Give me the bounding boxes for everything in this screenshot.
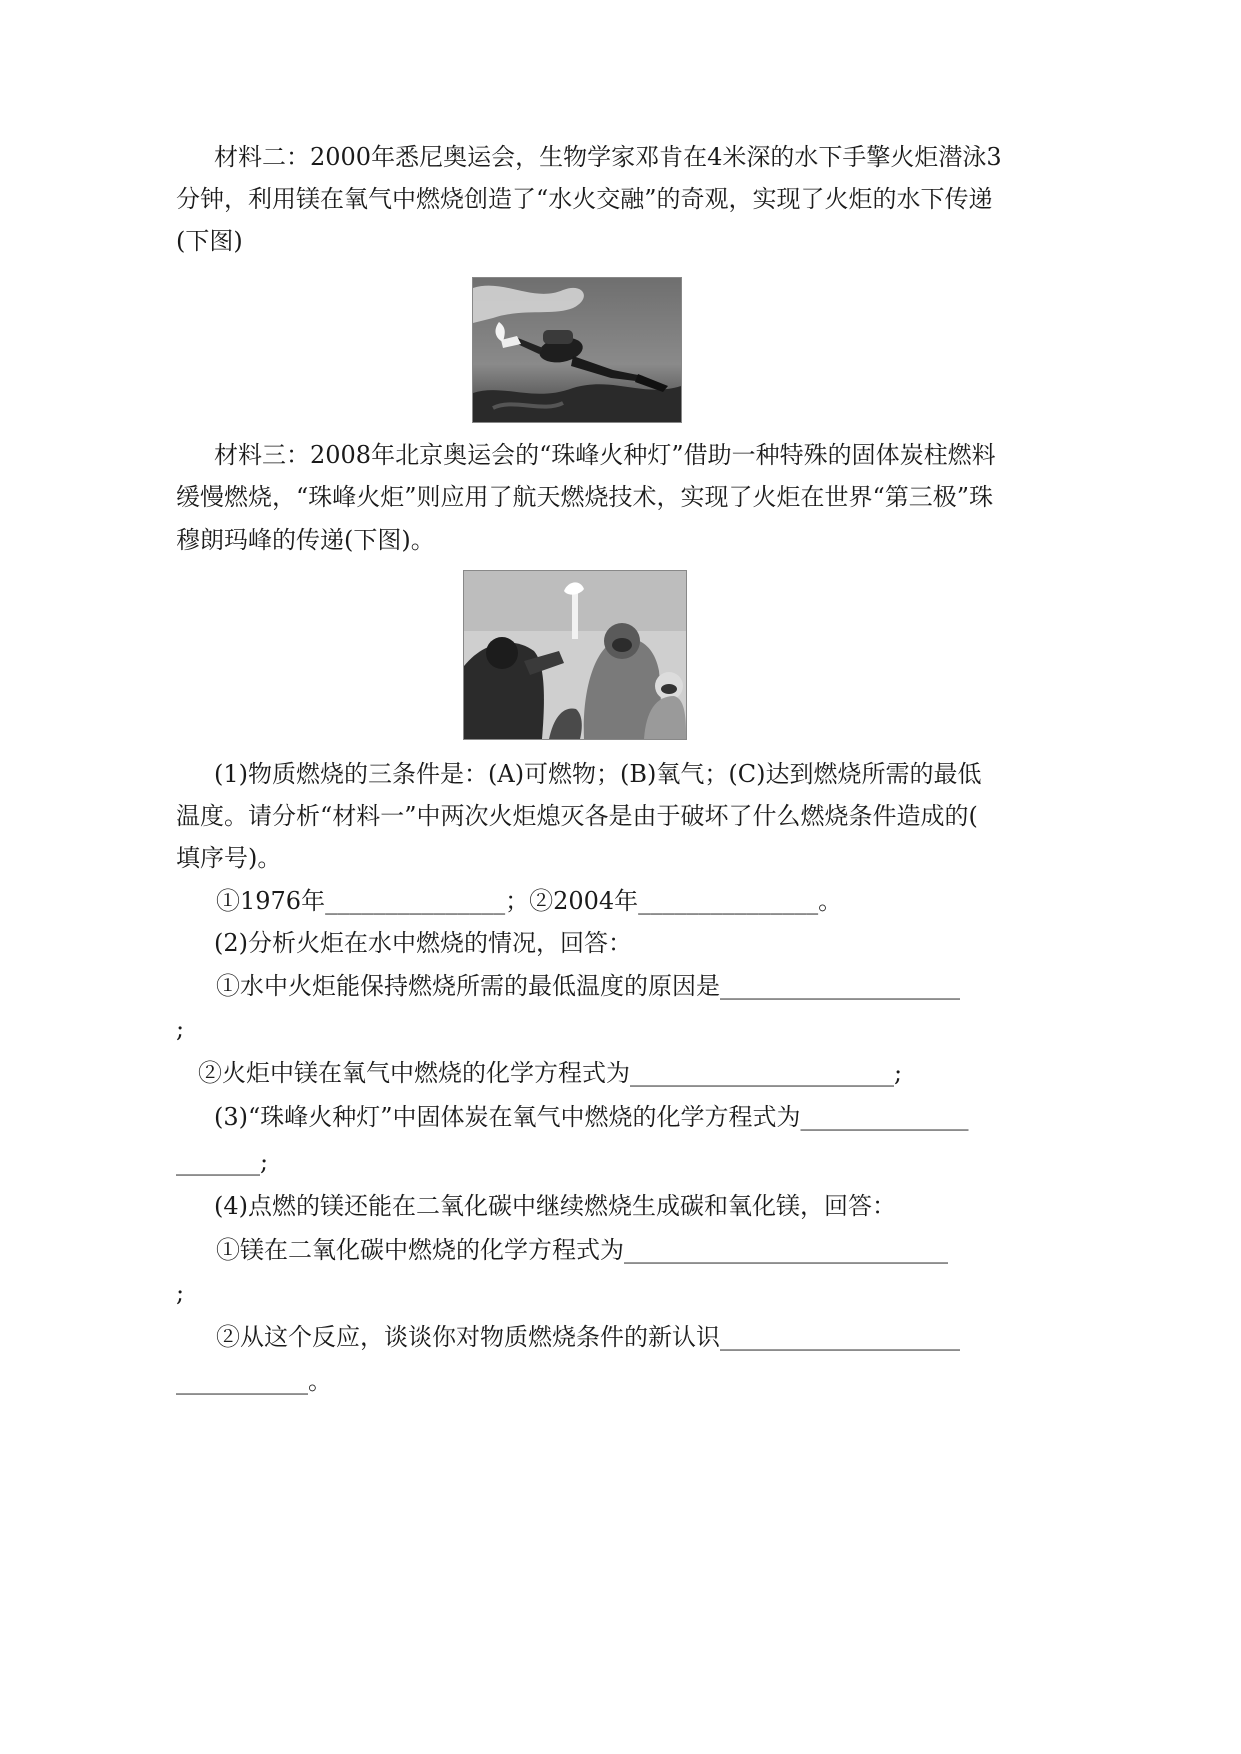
q3-line1[interactable]: (3)“珠峰火种灯”中固体炭在氧气中燃烧的化学方程式为______________ [214, 1103, 969, 1131]
q4-b-end[interactable]: ___________。 [176, 1367, 332, 1395]
q4-intro: (4)点燃的镁还能在二氧化碳中继续燃烧生成碳和氧化镁，回答： [214, 1192, 896, 1220]
material3-line3: 穆朗玛峰的传递(下图)。 [176, 526, 435, 554]
q1-line3: 填序号)。 [176, 844, 282, 872]
q2-b[interactable]: ②火炬中镁在氧气中燃烧的化学方程式为______________________; [198, 1059, 903, 1087]
material3-line2: 缓慢燃烧，“珠峰火炬”则应用了航天燃烧技术，实现了火炬在世界“第三极”珠 [176, 483, 994, 511]
q4-a[interactable]: ①镁在二氧化碳中燃烧的化学方程式为___________________________ [216, 1236, 948, 1264]
everest-torch-photo [463, 570, 687, 740]
q4-a-end: ; [176, 1279, 185, 1307]
q1-line2: 温度。请分析“材料一”中两次火炬熄灭各是由于破坏了什么燃烧条件造成的( [176, 802, 978, 830]
underwater-torch-photo [472, 277, 682, 423]
q1-line1: (1)物质燃烧的三条件是：(A)可燃物；(B)氧气；(C)达到燃烧所需的最低 [214, 760, 982, 788]
material3-line1: 材料三：2008年北京奥运会的“珠峰火种灯”借助一种特殊的固体炭柱燃料 [214, 441, 996, 469]
q2-a-end: ; [176, 1015, 185, 1043]
material2-line1: 材料二：2000年悉尼奥运会，生物学家邓肯在4米深的水下手擎火炬潜泳3 [214, 143, 1002, 171]
material2-line3: (下图) [176, 227, 243, 255]
q3-line2[interactable]: _______; [176, 1148, 269, 1176]
q4-b[interactable]: ②从这个反应，谈谈你对物质燃烧条件的新认识____________________ [216, 1323, 960, 1351]
q2-a[interactable]: ①水中火炬能保持燃烧所需的最低温度的原因是____________________ [216, 972, 960, 1000]
q1-answer-line[interactable]: ①1976年_______________；②2004年_______________。 [216, 887, 843, 915]
material2-line2: 分钟，利用镁在氧气中燃烧创造了“水火交融”的奇观，实现了火炬的水下传递 [176, 185, 993, 213]
q2-intro: (2)分析火炬在水中燃烧的情况，回答： [214, 929, 632, 957]
